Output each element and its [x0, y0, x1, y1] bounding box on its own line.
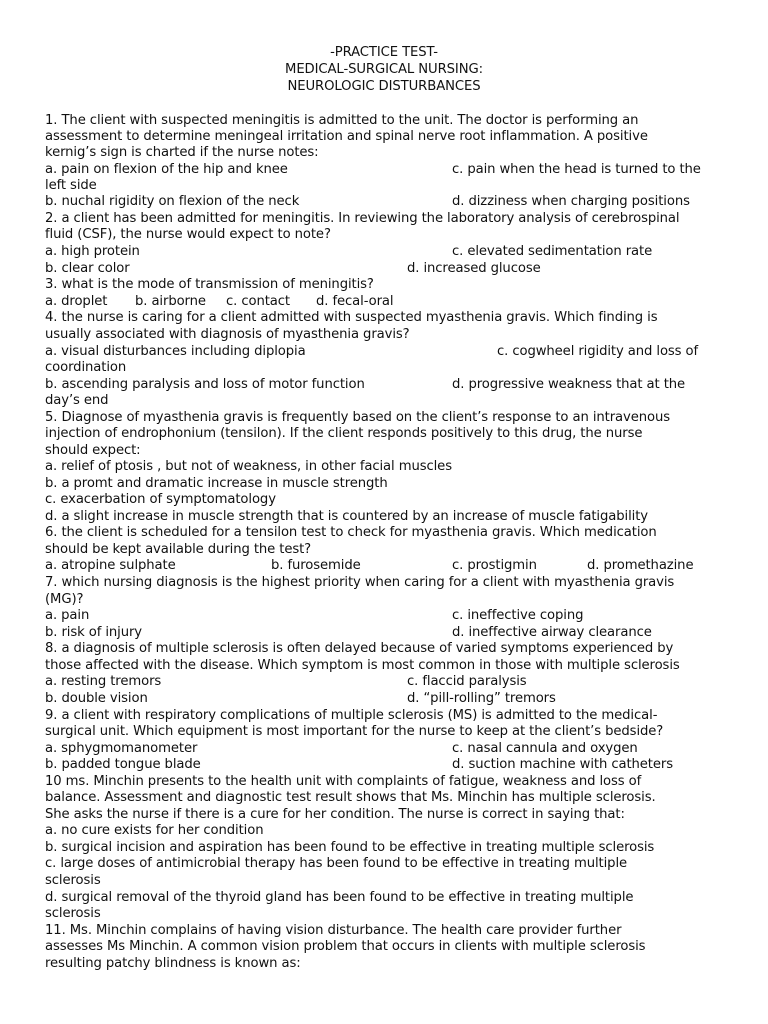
- q10-stem-line: 10 ms. Minchin presents to the health unit with complaints of fatigue, weakness and loss of: [45, 774, 642, 789]
- q7-option-a: a. pain: [45, 608, 90, 623]
- q8-stem-line: those affected with the disease. Which symptom is most common in those with multiple sclerosis: [45, 658, 680, 673]
- q9-option-c: c. nasal cannula and oxygen: [452, 741, 638, 756]
- q10-option-d-wrap: sclerosis: [45, 906, 101, 921]
- q11-stem-line: resulting patchy blindness is known as:: [45, 956, 301, 971]
- q8-stem-line: 8. a diagnosis of multiple sclerosis is often delayed because of varied symptoms experienced by: [45, 641, 674, 656]
- q4-stem-line: 4. the nurse is caring for a client admitted with suspected myasthenia gravis. Which finding is: [45, 310, 658, 325]
- q4-option-c-wrap: coordination: [45, 360, 127, 375]
- q1-option-a: a. pain on flexion of the hip and knee: [45, 162, 288, 177]
- q3-option-b: b. airborne: [135, 294, 206, 309]
- q5-stem-line: 5. Diagnose of myasthenia gravis is frequently based on the client’s response to an intravenous: [45, 410, 670, 425]
- q2-option-c: c. elevated sedimentation rate: [452, 244, 653, 259]
- q10-stem-line: She asks the nurse if there is a cure for her condition. The nurse is correct in saying that:: [45, 807, 625, 822]
- q7-option-d: d. ineffective airway clearance: [452, 625, 652, 640]
- q9-option-d: d. suction machine with catheters: [452, 757, 673, 772]
- q1-option-c: c. pain when the head is turned to the: [452, 162, 701, 177]
- q9-option-b: b. padded tongue blade: [45, 757, 201, 772]
- q5-option-d: d. a slight increase in muscle strength that is countered by an increase of muscle fatigability: [45, 509, 648, 524]
- q2-option-d: d. increased glucose: [407, 261, 541, 276]
- q7-option-b: b. risk of injury: [45, 625, 143, 640]
- q6-stem-line: should be kept available during the test?: [45, 542, 312, 557]
- q1-stem-line: assessment to determine meningeal irritation and spinal nerve root inflammation. A positive: [45, 129, 648, 144]
- doc-title-line-3: NEUROLOGIC DISTURBANCES: [287, 79, 481, 94]
- q1-option-c-wrap: left side: [45, 178, 97, 193]
- q10-option-c-wrap: sclerosis: [45, 873, 101, 888]
- q4-option-d-wrap: day’s end: [45, 393, 109, 408]
- doc-title-line-1: -PRACTICE TEST-: [330, 45, 438, 60]
- q3-option-c: c. contact: [226, 294, 290, 309]
- q6-option-d: d. promethazine: [587, 558, 694, 573]
- q10-option-d: d. surgical removal of the thyroid gland has been found to be effective in treating multiple: [45, 890, 634, 905]
- q6-stem-line: 6. the client is scheduled for a tensilon test to check for myasthenia gravis. Which medication: [45, 525, 657, 540]
- q8-option-c: c. flaccid paralysis: [407, 674, 527, 689]
- q1-option-b: b. nuchal rigidity on flexion of the neck: [45, 194, 300, 209]
- q8-option-d: d. “pill-rolling” tremors: [407, 691, 556, 706]
- q10-option-b: b. surgical incision and aspiration has been found to be effective in treating multiple sclerosis: [45, 840, 655, 855]
- q6-option-a: a. atropine sulphate: [45, 558, 176, 573]
- q6-option-c: c. prostigmin: [452, 558, 537, 573]
- q3-option-a: a. droplet: [45, 294, 108, 309]
- q11-stem-line: 11. Ms. Minchin complains of having vision disturbance. The health care provider further: [45, 923, 622, 938]
- q11-stem-line: assesses Ms Minchin. A common vision problem that occurs in clients with multiple sclerosis: [45, 939, 646, 954]
- q7-stem-line: 7. which nursing diagnosis is the highest priority when caring for a client with myasthenia gravis: [45, 575, 675, 590]
- q8-option-a: a. resting tremors: [45, 674, 162, 689]
- q1-stem-line: kernig’s sign is charted if the nurse notes:: [45, 145, 319, 160]
- q10-option-a: a. no cure exists for her condition: [45, 823, 264, 838]
- q5-option-c: c. exacerbation of symptomatology: [45, 492, 276, 507]
- q7-stem-line: (MG)?: [45, 592, 84, 607]
- q5-stem-line: injection of endrophonium (tensilon). If the client responds positively to this drug, the nurse: [45, 426, 643, 441]
- q10-option-c: c. large doses of antimicrobial therapy has been found to be effective in treating multiple: [45, 856, 628, 871]
- q2-stem-line: fluid (CSF), the nurse would expect to note?: [45, 227, 331, 242]
- q5-option-a: a. relief of ptosis , but not of weakness, in other facial muscles: [45, 459, 452, 474]
- q10-stem-line: balance. Assessment and diagnostic test result shows that Ms. Minchin has multiple sclerosis.: [45, 790, 656, 805]
- q4-option-c: c. cogwheel rigidity and loss of: [497, 344, 699, 359]
- q9-stem-line: surgical unit. Which equipment is most important for the nurse to keep at the client’s bedside?: [45, 724, 664, 739]
- q6-option-b: b. furosemide: [271, 558, 361, 573]
- q3-option-d: d. fecal-oral: [316, 294, 394, 309]
- q9-option-a: a. sphygmomanometer: [45, 741, 198, 756]
- q1-option-d: d. dizziness when charging positions: [452, 194, 690, 209]
- q5-stem-line: should expect:: [45, 443, 141, 458]
- q2-stem-line: 2. a client has been admitted for meningitis. In reviewing the laboratory analysis of cerebrospinal: [45, 211, 680, 226]
- q4-option-d: d. progressive weakness that at the: [452, 377, 686, 392]
- q2-option-a: a. high protein: [45, 244, 140, 259]
- q4-option-a: a. visual disturbances including diplopia: [45, 344, 306, 359]
- q2-option-b: b. clear color: [45, 261, 130, 276]
- doc-title-line-2: MEDICAL-SURGICAL NURSING:: [285, 62, 483, 77]
- q7-option-c: c. ineffective coping: [452, 608, 584, 623]
- q3-stem: 3. what is the mode of transmission of meningitis?: [45, 277, 374, 292]
- q4-stem-line: usually associated with diagnosis of myasthenia gravis?: [45, 327, 410, 342]
- q9-stem-line: 9. a client with respiratory complications of multiple sclerosis (MS) is admitted to the medical-: [45, 708, 658, 723]
- q5-option-b: b. a promt and dramatic increase in muscle strength: [45, 476, 388, 491]
- q1-stem-line: 1. The client with suspected meningitis is admitted to the unit. The doctor is performing an: [45, 113, 639, 128]
- q4-option-b: b. ascending paralysis and loss of motor function: [45, 377, 365, 392]
- q8-option-b: b. double vision: [45, 691, 148, 706]
